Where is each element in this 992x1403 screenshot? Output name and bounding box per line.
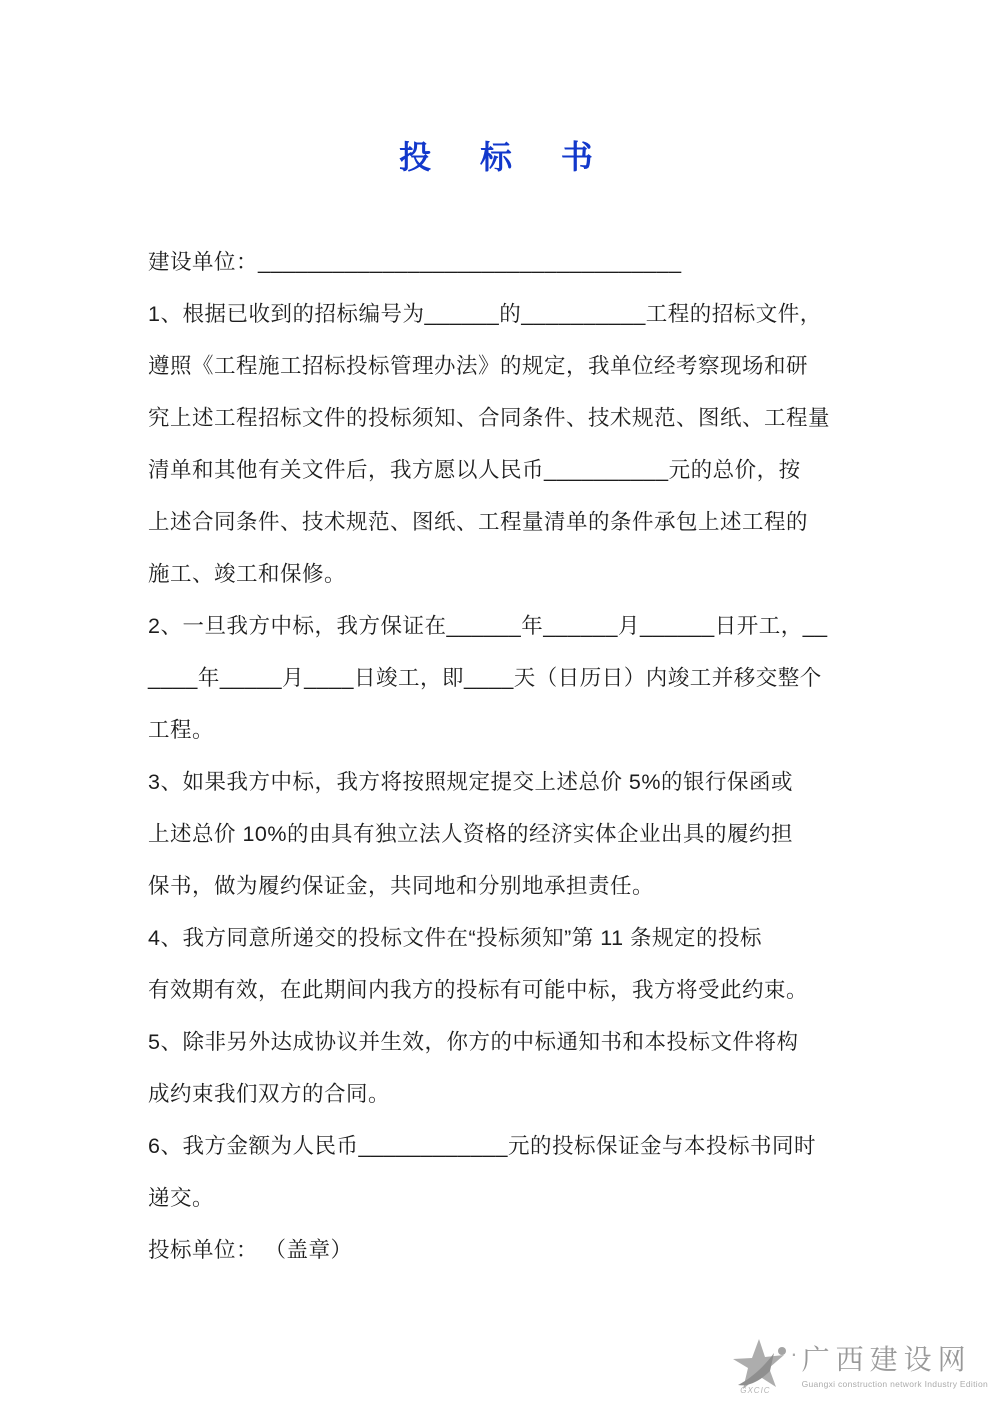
doc-line-clause3-1: 3、如果我方中标，我方将按照规定提交上述总价 5%的银行保函或 [148,770,794,794]
doc-line-clause5-1: 5、除非另外达成协议并生效，你方的中标通知书和本投标文件将构 [148,1030,799,1054]
doc-line-clause4-2: 有效期有效，在此期间内我方的投标有可能中标，我方将受此约束。 [148,978,809,1002]
doc-line-clause5-2: 成约束我们双方的合同。 [148,1082,391,1106]
doc-line-clause6-1: 6、我方金额为人民币____________元的投标保证金与本投标书同时 [148,1134,816,1158]
doc-line-clause2-1: 2、一旦我方中标，我方保证在______年______月______日开工，__ [148,614,828,638]
doc-line-clause1-6: 施工、竣工和保修。 [148,562,347,586]
watermark-text [802,1345,988,1389]
doc-line-clause1-4: 清单和其他有关文件后，我方愿以人民币__________元的总价，按 [148,458,801,482]
doc-line-clause2-3: 工程。 [148,718,215,742]
watermark-cn-title: 广西建设网 [801,1345,972,1376]
doc-line-clause4-1: 4、我方同意所递交的投标文件在“投标须知”第 11 条规定的投标 [148,926,763,950]
doc-line-clause1-1: 1、根据已收到的招标编号为______的__________工程的招标文件， [148,302,822,326]
star-logo-letters: GXCIC [740,1386,771,1395]
star-icon [730,1337,788,1397]
document-body [148,236,858,1276]
watermark-en-subtitle: Guangxi construction network Industry Edition [801,1379,988,1389]
page-title: 投 标 书 [399,139,613,175]
watermark-dot: · [790,1341,798,1366]
doc-line-clause1-5: 上述合同条件、技术规范、图纸、工程量清单的条件承包上述工程的 [148,510,809,534]
doc-line-clause2-2: ____年_____月____日竣工，即____天（日历日）内竣工并移交整个 [148,666,822,690]
doc-line-clause3-3: 保书，做为履约保证金，共同地和分别地承担责任。 [148,874,655,898]
doc-line-clause1-3: 究上述工程招标文件的投标须知、合同条件、技术规范、图纸、工程量 [148,406,831,430]
doc-line-bidder-seal: 投标单位： （盖章） [148,1238,353,1262]
doc-line-clause1-2: 遵照《工程施工招标投标管理办法》的规定，我单位经考察现场和研 [148,354,809,378]
site-watermark [730,1337,988,1397]
doc-line-construction-unit: 建设单位：__________________________________ [148,250,682,274]
doc-line-clause3-2: 上述总价 10%的由具有独立法人资格的经济实体企业出具的履约担 [148,822,794,846]
doc-line-clause6-2: 递交。 [148,1186,215,1210]
